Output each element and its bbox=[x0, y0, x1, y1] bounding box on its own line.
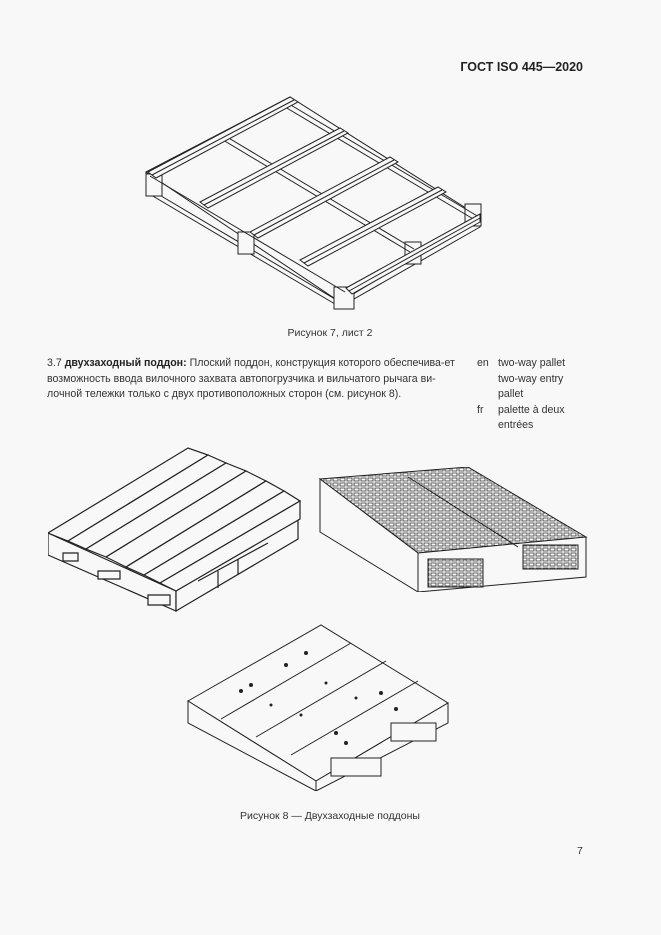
document-header: ГОСТ ISO 445—2020 bbox=[460, 60, 583, 74]
figure-8-plastic-deck-pallet-drawing bbox=[186, 623, 456, 791]
figure-7-caption: Рисунок 7, лист 2 bbox=[287, 327, 373, 339]
term-name: двухзаходный поддон: bbox=[64, 357, 187, 369]
figure-7-pallet-drawing bbox=[140, 92, 490, 312]
equivalent-line: two-way entry bbox=[498, 372, 564, 385]
figure-8-wooden-pallet-drawing bbox=[48, 443, 303, 613]
term-definition-text: Плоский поддон, конструкция которого обеспечива-ет возможность ввода вилочного захвата автопогрузчика и вильчатого рычага ви-лочной тележки только с двух противоположных сторон (см. рисунок 8). bbox=[47, 357, 455, 400]
term-equivalents bbox=[477, 356, 607, 434]
term-definition bbox=[47, 356, 467, 403]
equivalent-line: two-way pallet bbox=[498, 357, 566, 369]
lang-code: fr bbox=[477, 403, 484, 416]
lang-code: en bbox=[477, 357, 489, 369]
equivalent-line: palette à deux bbox=[498, 403, 565, 416]
page-number: 7 bbox=[577, 845, 583, 857]
equivalent-line: entrées bbox=[498, 419, 534, 431]
equivalent-line: pallet bbox=[498, 388, 524, 400]
figure-8-caption: Рисунок 8 — Двухзаходные поддоны bbox=[240, 810, 420, 822]
term-number: 3.7 bbox=[47, 357, 62, 369]
equivalent-en bbox=[477, 356, 607, 403]
equivalent-fr bbox=[477, 403, 607, 434]
figure-8-plastic-grid-pallet-drawing bbox=[318, 467, 603, 592]
